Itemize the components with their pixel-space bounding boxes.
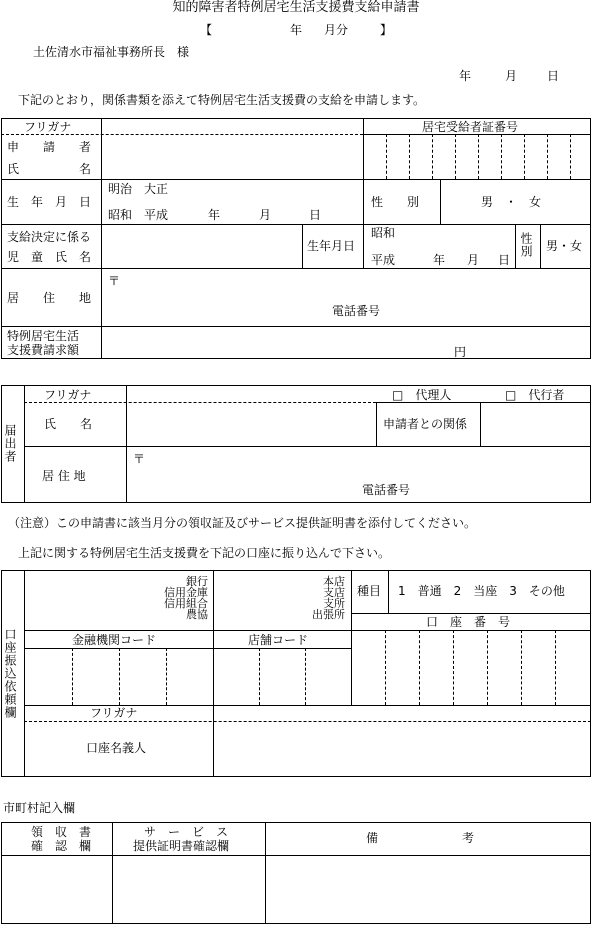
notifier-phone-label: 電話番号 [362,483,411,497]
account-number-label: 口 座 番 号 [426,615,511,629]
yen-unit: 円 [454,345,467,359]
child-sex-options: 男・女 [546,239,583,253]
bank-code-label: 金融機関コード [72,633,157,647]
child-sex-label: 性別 [519,232,533,258]
date-day-label: 日 [547,69,560,83]
applicant-furigana-label: フリガナ [24,120,72,134]
date-year-label: 年 [459,69,472,83]
bank-type-bank: 銀行 [186,575,208,588]
phone-label: 電話番号 [332,304,381,318]
furigana-separator [1,134,363,135]
bank-side-label: 口座振込依頼欄 [3,628,17,719]
branch-type-branch: 支店 [323,586,345,599]
notifier-furigana-label: フリガナ [44,388,92,402]
attachment-note: （注意）この申請書に該当月分の領収証及びサービス提供証明書を添付してください。 [8,516,477,530]
birth-date-label: 生 年 月 日 [7,195,92,209]
period-month-label: 月分 [324,23,349,37]
period-year-label: 年 [290,23,303,37]
claim-amount-label-1: 特例居宅生活 [7,329,80,343]
receipt-check-label-1: 領 収 書 [31,825,92,839]
remarks-label: 備 考 [366,831,475,845]
agent-checkbox[interactable]: □ 代理人 [392,388,452,402]
birth-year-label: 年 [208,208,221,222]
account-type-options: 1 普通 2 当座 3 その他 [398,584,565,598]
cert-number-label: 居宅受給者証番号 [422,120,519,134]
child-birth-month: 月 [467,253,480,267]
child-name-label-1: 支給決定に係る [7,230,92,244]
address-label: 居 住 地 [7,291,92,305]
period-open-bracket: 【 [200,23,213,37]
branch-code-label: 店舗コード [248,633,309,647]
bank-type-shinkin: 信用金庫 [164,586,208,599]
birth-day-label: 日 [309,208,322,222]
bank-type-kumiai: 信用組合 [164,597,208,610]
branch-type-agency: 出張所 [312,608,345,621]
applicant-name-label-2: 氏 名 [7,162,92,176]
relation-label: 申請者との関係 [383,417,468,431]
account-type-label: 種目 [357,584,382,598]
applicant-name-label-1: 申 請 者 [7,140,92,154]
notifier-name-label: 氏 名 [44,417,93,431]
transfer-intro: 上記に関する特例居宅生活支援費を下記の口座に振り込んで下さい。 [18,546,391,560]
branch-type-office: 支所 [323,597,345,610]
child-era-showa: 昭和 [371,226,396,240]
child-birth-day: 日 [498,253,511,267]
bank-type-nokyo: 農協 [186,608,208,621]
addressee: 土佐清水市福祉事務所長 様 [33,45,190,59]
notifier-address-label: 居 住 地 [42,469,86,483]
notifier-postal-mark: 〒 [133,452,146,466]
intro-text: 下記のとおり，関係書類を添えて特例居宅生活支援費の支給を申請します。 [18,93,426,107]
claim-amount-label-2: 支援費請求額 [7,343,80,357]
page-title: 知的障害者特例居宅生活支援費支給申請書 [172,0,420,15]
child-birth-year: 年 [433,253,446,267]
child-birth-label: 生年月日 [307,239,356,253]
city-section-heading: 市町村記入欄 [3,801,76,815]
era-showa-heisei: 昭和 平成 [108,208,169,222]
child-era-heisei: 平成 [371,253,396,267]
date-month-label: 月 [505,69,518,83]
bank-furigana-label: フリガナ [90,706,138,720]
notifier-side-label: 届出者 [3,424,17,463]
child-name-label-2: 児 童 氏 名 [7,250,92,264]
account-holder-label: 口座名義人 [86,741,147,755]
service-check-label-1: サ ー ビ ス [144,825,229,839]
birth-month-label: 月 [259,208,272,222]
sex-label: 性 別 [371,195,420,209]
branch-type-main: 本店 [323,575,345,588]
proxy-checkbox[interactable]: □ 代行者 [505,388,565,402]
service-check-label-2: 提供証明書確認欄 [133,839,230,853]
sex-options: 男 ・ 女 [481,195,542,209]
period-close-bracket: 】 [380,23,393,37]
receipt-check-label-2: 確 認 欄 [31,839,92,853]
era-meiji-taisho: 明治 大正 [108,182,169,196]
postal-mark: 〒 [108,274,121,288]
